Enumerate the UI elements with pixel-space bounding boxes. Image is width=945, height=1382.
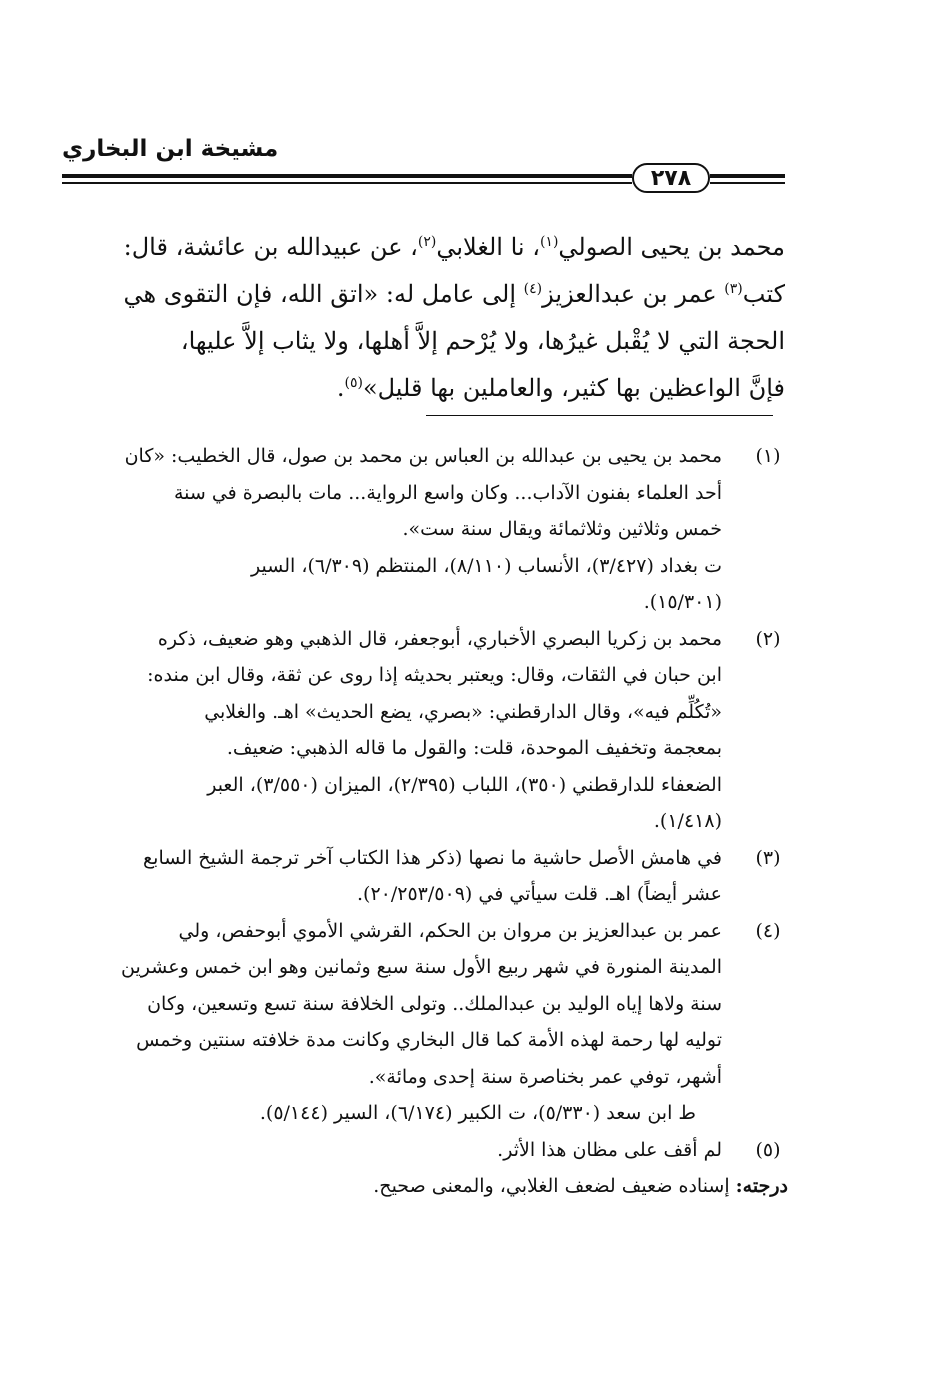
footnote-marker: (٢) (417, 234, 437, 250)
header-rule-thin-right (710, 182, 785, 184)
footnote-line: سنة ولاها إياه الوليد بن عبدالملك.. وتولى الخلافة سنة تسع وتسعين، وكان (147, 992, 722, 1015)
grading-label: درجته: (735, 1175, 788, 1197)
footnote-line: توليه لها رحمة لهذه الأمة كما قال البخاري وكانت مدة خلافته سنتين وخمس (136, 1029, 722, 1051)
main-text-segment: إلى عامل له: «اتق الله، فإن التقوى هي (123, 280, 524, 308)
footnote-line: أشهر، توفي عمر بخناصرة سنة إحدى ومائة». (368, 1065, 722, 1088)
footnote-marker: (١) (539, 234, 559, 250)
main-text-segment: محمد بن يحيى الصولي (558, 233, 785, 261)
page-number: ٢٧٨ (632, 163, 710, 193)
footnote-number: (٤) (755, 919, 781, 942)
footnote-line: في هامش الأصل حاشية ما نصها (ذكر هذا الكتاب آخر ترجمة الشيخ السابع (143, 846, 722, 869)
footnote-line: محمد بن زكريا البصري الأخباري، أبوجعفر، قال الذهبي وهو ضعيف، ذكره (157, 627, 722, 650)
main-text-segment: الحجة التي لا يُقْبل غيرُها، ولا يُرْحم إلاَّ أهلها، ولا يثاب إلاَّ عليها، (180, 327, 785, 355)
running-title: مشيخة ابن البخاري (62, 136, 279, 162)
footnote-number: (٥) (755, 1138, 781, 1161)
footnote-references: ت بغداد (٣/٤٢٧)، الأنساب (٨/١١٠)، المنتظم (٦/٣٠٩)، السير (251, 554, 722, 577)
main-text (60, 224, 785, 412)
main-text-segment: . (336, 374, 345, 402)
footnote-references: الضعفاء للدارقطني (٣٥٠)، اللباب (٢/٣٩٥)، الميزان (٣/٥٥٠)، العبر (207, 773, 722, 796)
header-rule-thick (62, 174, 632, 178)
footnote-line: المدينة المنورة في شهر ربيع الأول سنة سبع وثمانين وهو ابن خمس وعشرين (121, 956, 722, 978)
header-rule-thick-right (710, 174, 785, 178)
footnote-references: (١/٤١٨). (653, 810, 722, 832)
footnote-5 (60, 1132, 788, 1205)
footnote-separator (426, 415, 773, 416)
footnote-line: بمعجمة وتخفيف الموحدة، قلت: والقول ما قاله الذهبي: ضعيف. (226, 737, 722, 759)
footnote-line: عشر أيضاً) اهـ. قلت سيأتي في (٢٠/٢٥٣/٥٠٩). (357, 883, 722, 905)
main-text-segment: عمر بن عبدالعزيز (542, 280, 725, 308)
main-line (60, 271, 785, 318)
main-text-segment: فإنَّ الواعظين بها كثير، والعاملين بها قليل» (362, 374, 785, 402)
header-rule-thin (62, 182, 632, 184)
footnote-3 (60, 840, 788, 913)
main-text-segment: ، نا الغلابي (436, 233, 540, 261)
grading-note (60, 1168, 788, 1205)
footnote-number: (١) (755, 445, 781, 467)
footnote-1 (60, 438, 788, 621)
footnote-4 (60, 913, 788, 1132)
footnote-line: خمس وثلاثين وثلاثمائة ويقال سنة ست». (402, 518, 722, 540)
footnote-line: لم أقف على مظان هذا الأثر. (497, 1138, 722, 1161)
main-text-segment: كتب (742, 280, 785, 308)
footnote-line: عمر بن عبدالعزيز بن مروان بن الحكم، القرشي الأموي أبوحفص، ولي (178, 919, 722, 942)
footnote-number: (٢) (755, 627, 781, 650)
footnote-number: (٣) (755, 846, 781, 869)
footnote-line: محمد بن يحيى بن عبدالله بن العباس بن محمد بن صول، قال الخطيب: «كان (124, 445, 722, 467)
footnote-references: (١٥/٣٠١). (643, 591, 722, 613)
main-text-segment: ، عن عبيدالله بن عائشة، قال: (123, 233, 418, 261)
footnote-2 (60, 621, 788, 840)
main-line (60, 318, 785, 365)
main-line (60, 365, 785, 412)
footnote-marker: (٥) (344, 375, 363, 391)
main-line (60, 224, 785, 271)
footnote-marker: (٤) (523, 281, 543, 297)
footnote-line: أحد العلماء بفنون الآداب... وكان واسع الرواية... مات بالبصرة في سنة (173, 481, 722, 504)
footnote-references: ط ابن سعد (٥/٣٣٠)، ت الكبير (٦/١٧٤)، السير (٥/١٤٤). (259, 1102, 696, 1124)
footnote-line: ابن حبان في الثقات، وقال: ويعتبر بحديثه إذا روى عن ثقة، وقال ابن منده: (147, 664, 722, 686)
footnote-marker: (٣) (724, 281, 743, 297)
footnote-line: «تُكُلِّم فيه»، وقال الدارقطني: «بصري، يضع الحديث» اهـ. والغلابي (204, 700, 722, 723)
grading-text: إسناده ضعيف لضعف الغلابي، والمعنى صحيح. (373, 1175, 736, 1197)
footnotes (60, 438, 788, 1205)
